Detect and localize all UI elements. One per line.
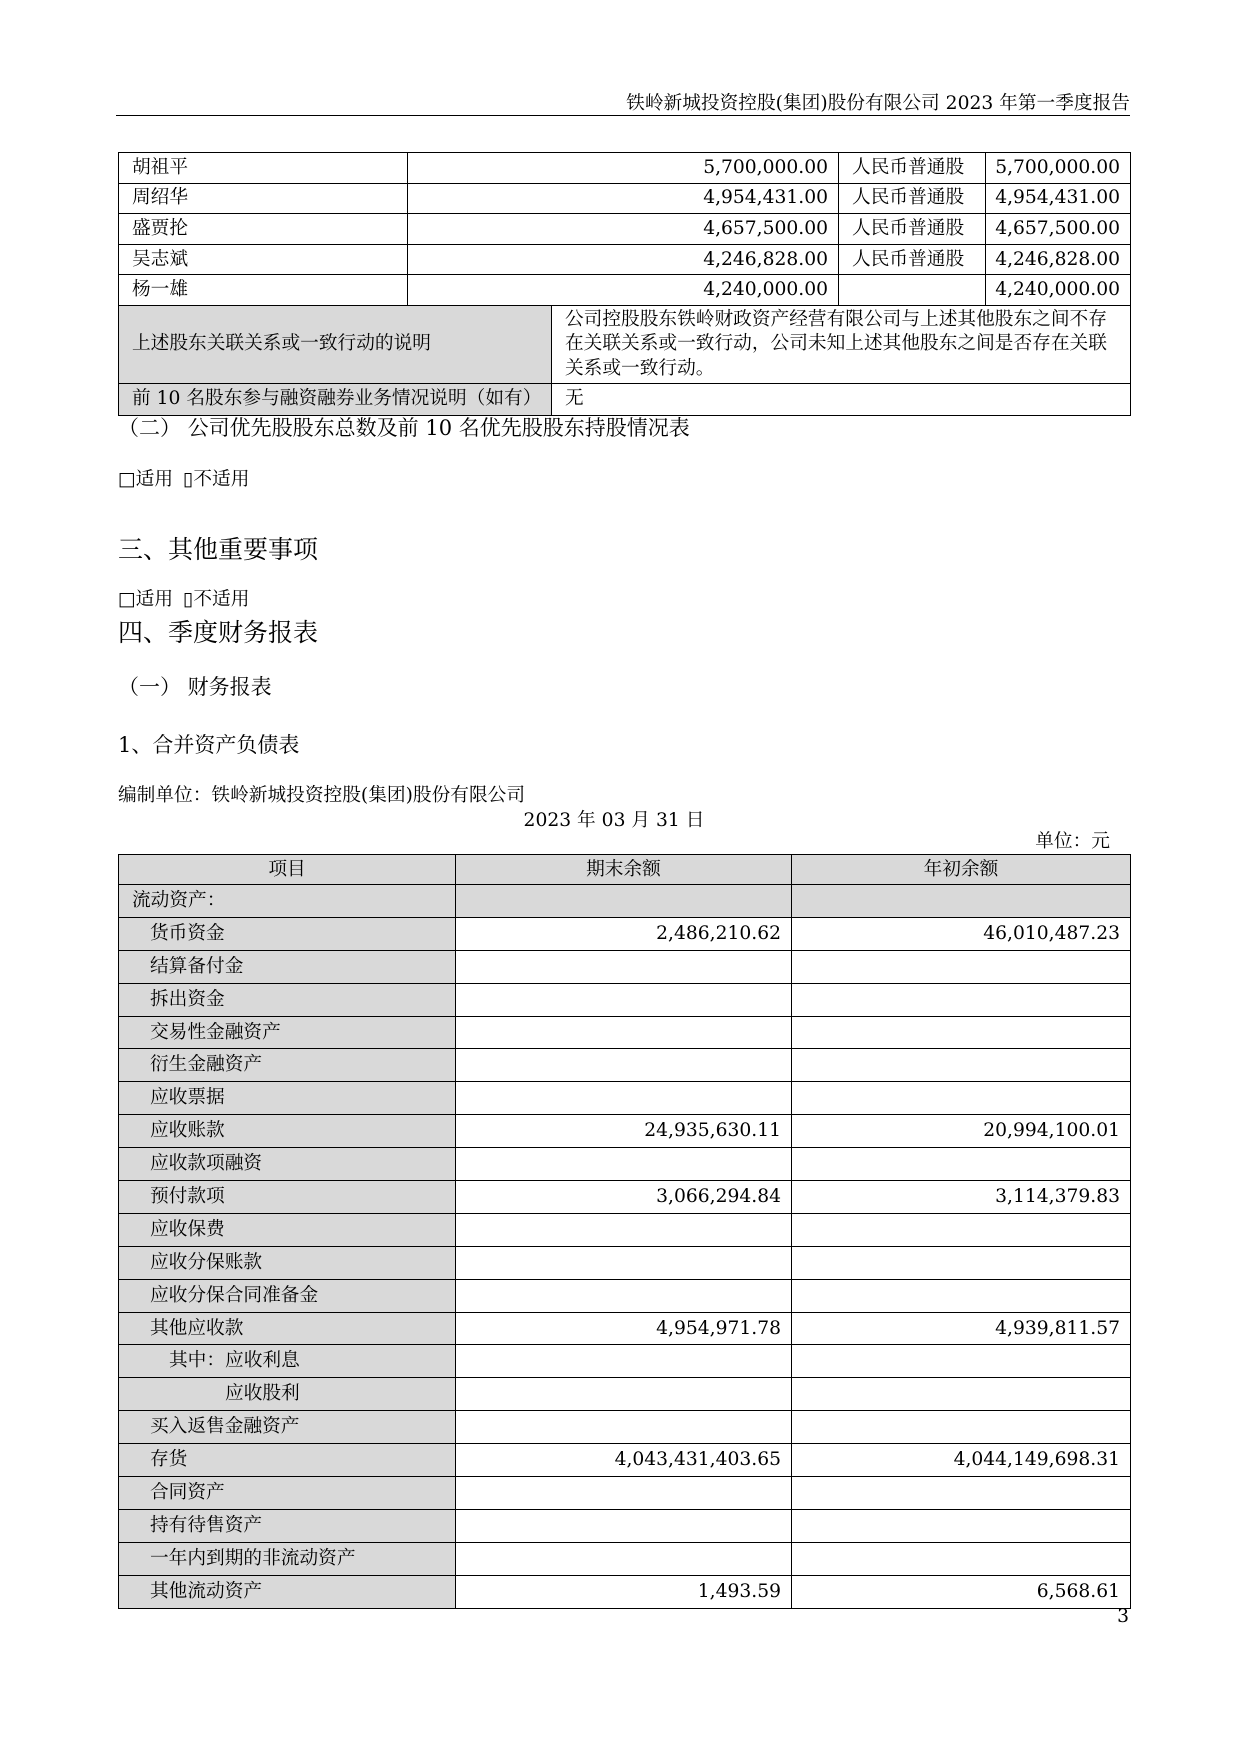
shareholders-table-body [119, 153, 1131, 416]
other-matters-applicability [118, 588, 249, 612]
share-type [839, 275, 986, 306]
shares-held: 4,657,500.00 [408, 214, 839, 245]
year-begin-value [792, 1049, 1131, 1082]
statement-date: 2023 年 03 月 31 日 [523, 810, 705, 831]
period-end-value [456, 1148, 792, 1181]
shareholder-row [119, 214, 1131, 245]
year-begin-value [792, 885, 1131, 918]
line-item-label: 应收股利 [119, 1378, 456, 1411]
shareholder-name: 盛贾抡 [119, 214, 408, 245]
shares-held: 5,700,000.00 [408, 153, 839, 184]
shareholders-table [118, 152, 1131, 416]
balance-sheet-row [119, 1509, 1131, 1542]
balance-sheet-row [119, 1444, 1131, 1477]
line-item-label: 交易性金融资产 [119, 1016, 456, 1049]
balance-sheet-row [119, 1279, 1131, 1312]
balance-sheet-row [119, 1246, 1131, 1279]
share-count: 4,657,500.00 [986, 214, 1131, 245]
balance-sheet-header [119, 855, 1131, 885]
year-begin-value [792, 1509, 1131, 1542]
balance-sheet-row [119, 1542, 1131, 1575]
period-end-value: 1,493.59 [456, 1575, 792, 1608]
shareholder-name: 杨一雄 [119, 275, 408, 306]
balance-sheet-row [119, 917, 1131, 950]
balance-sheet-row [119, 1115, 1131, 1148]
currency-unit: 单位：元 [1035, 831, 1110, 852]
not-applicable-label: 不适用 [193, 589, 250, 610]
balance-sheet-group-row [119, 885, 1131, 918]
line-item-label: 结算备付金 [119, 950, 456, 983]
year-begin-value [792, 1082, 1131, 1115]
line-item-label: 拆出资金 [119, 983, 456, 1016]
period-end-value [456, 950, 792, 983]
shareholder-name: 周绍华 [119, 183, 408, 214]
period-end-value [456, 1411, 792, 1444]
shareholder-row [119, 244, 1131, 275]
line-item-label: 买入返售金融资产 [119, 1411, 456, 1444]
line-item-label: 持有待售资产 [119, 1509, 456, 1542]
balance-sheet-row [119, 1477, 1131, 1510]
header-row [119, 855, 1131, 885]
not-applicable-label: 不适用 [193, 469, 250, 490]
share-count: 4,240,000.00 [986, 275, 1131, 306]
line-item-label: 合同资产 [119, 1477, 456, 1510]
balance-sheet-row [119, 1378, 1131, 1411]
financial-statements-heading: 四、季度财务报表 [118, 618, 319, 647]
period-end-value [456, 1477, 792, 1510]
shareholder-row [119, 153, 1131, 184]
report-header-title: 铁岭新城投资控股(集团)股份有限公司 2023 年第一季度报告 [626, 93, 1130, 114]
applicable-label: 适用 [135, 469, 174, 490]
shares-held: 4,954,431.00 [408, 183, 839, 214]
period-end-value [456, 1049, 792, 1082]
balance-sheet-row [119, 1213, 1131, 1246]
page-number: 3 [1117, 1606, 1129, 1627]
other-matters-heading: 三、其他重要事项 [118, 535, 319, 564]
line-item-label: 应收款项融资 [119, 1148, 456, 1181]
period-end-value [456, 1213, 792, 1246]
share-type: 人民币普通股 [839, 214, 986, 245]
marked-box-icon: ▯ [183, 469, 194, 490]
line-item-label: 存货 [119, 1444, 456, 1477]
share-count: 5,700,000.00 [986, 153, 1131, 184]
period-end-value: 2,486,210.62 [456, 917, 792, 950]
line-item-label: 应收分保合同准备金 [119, 1279, 456, 1312]
year-begin-value [792, 983, 1131, 1016]
statement-title: 1、合并资产负债表 [118, 733, 300, 757]
line-item-label: 货币资金 [119, 917, 456, 950]
share-count: 4,246,828.00 [986, 244, 1131, 275]
share-count: 4,954,431.00 [986, 183, 1131, 214]
balance-sheet-row [119, 1148, 1131, 1181]
balance-sheet-row [119, 1016, 1131, 1049]
balance-sheet-row [119, 1411, 1131, 1444]
shareholder-row [119, 275, 1131, 306]
line-item-label: 应收票据 [119, 1082, 456, 1115]
shares-held: 4,240,000.00 [408, 275, 839, 306]
margin-trading-text: 无 [552, 383, 1131, 415]
period-end-value [456, 983, 792, 1016]
year-begin-value: 4,044,149,698.31 [792, 1444, 1131, 1477]
balance-sheet-body [119, 885, 1131, 1609]
balance-sheet-row [119, 1312, 1131, 1345]
year-begin-value [792, 1411, 1131, 1444]
year-begin-value: 20,994,100.01 [792, 1115, 1131, 1148]
period-end-value [456, 1279, 792, 1312]
balance-sheet-row [119, 983, 1131, 1016]
period-end-value [456, 1016, 792, 1049]
period-end-value: 24,935,630.11 [456, 1115, 792, 1148]
balance-sheet-row [119, 1345, 1131, 1378]
margin-trading-label: 前 10 名股东参与融资融券业务情况说明（如有） [119, 383, 552, 415]
preparer-line: 编制单位：铁岭新城投资控股(集团)股份有限公司 [118, 785, 526, 806]
year-begin-value [792, 950, 1131, 983]
shareholder-name: 吴志斌 [119, 244, 408, 275]
line-item-label: 其中：应收利息 [119, 1345, 456, 1378]
applicable-label: 适用 [135, 589, 174, 610]
period-end-value: 4,043,431,403.65 [456, 1444, 792, 1477]
line-item-label: 预付款项 [119, 1181, 456, 1214]
shareholder-row [119, 183, 1131, 214]
line-item-label: 应收保费 [119, 1213, 456, 1246]
balance-sheet-row [119, 1181, 1131, 1214]
line-item-label: 流动资产： [119, 885, 456, 918]
financial-statements-subheading: （一） 财务报表 [118, 675, 272, 699]
period-end-value [456, 1345, 792, 1378]
balance-sheet-row [119, 1575, 1131, 1608]
preferred-shares-applicability [118, 468, 249, 492]
line-item-label: 其他流动资产 [119, 1575, 456, 1608]
shareholder-name: 胡祖平 [119, 153, 408, 184]
balance-sheet-row [119, 1082, 1131, 1115]
column-header-period-end: 期末余额 [456, 855, 792, 885]
preferred-shares-heading: （二） 公司优先股股东总数及前 10 名优先股股东持股情况表 [118, 416, 690, 440]
margin-trading-row [119, 383, 1131, 415]
line-item-label: 应收账款 [119, 1115, 456, 1148]
year-begin-value [792, 1213, 1131, 1246]
year-begin-value [792, 1279, 1131, 1312]
balance-sheet-row [119, 950, 1131, 983]
period-end-value [456, 1246, 792, 1279]
relation-label: 上述股东关联关系或一致行动的说明 [119, 305, 552, 383]
period-end-value [456, 1378, 792, 1411]
period-end-value [456, 885, 792, 918]
relation-row [119, 305, 1131, 383]
column-header-item: 项目 [119, 855, 456, 885]
year-begin-value [792, 1016, 1131, 1049]
year-begin-value [792, 1148, 1131, 1181]
marked-box-icon: ▯ [183, 589, 194, 610]
balance-sheet-table [118, 854, 1131, 1609]
relation-text: 公司控股股东铁岭财政资产经营有限公司与上述其他股东之间不存在关联关系或一致行动，公司未知上述其他股东之间是否存在关联关系或一致行动。 [552, 305, 1131, 383]
line-item-label: 一年内到期的非流动资产 [119, 1542, 456, 1575]
line-item-label: 应收分保账款 [119, 1246, 456, 1279]
header-rule [116, 115, 1130, 116]
period-end-value [456, 1082, 792, 1115]
period-end-value: 4,954,971.78 [456, 1312, 792, 1345]
year-begin-value [792, 1345, 1131, 1378]
share-type: 人民币普通股 [839, 153, 986, 184]
unchecked-box-icon: □ [118, 589, 136, 610]
period-end-value [456, 1509, 792, 1542]
year-begin-value: 6,568.61 [792, 1575, 1131, 1608]
year-begin-value [792, 1542, 1131, 1575]
share-type: 人民币普通股 [839, 244, 986, 275]
year-begin-value [792, 1378, 1131, 1411]
year-begin-value: 3,114,379.83 [792, 1181, 1131, 1214]
period-end-value: 3,066,294.84 [456, 1181, 792, 1214]
period-end-value [456, 1542, 792, 1575]
year-begin-value [792, 1246, 1131, 1279]
balance-sheet-row [119, 1049, 1131, 1082]
year-begin-value [792, 1477, 1131, 1510]
unchecked-box-icon: □ [118, 469, 136, 490]
year-begin-value: 4,939,811.57 [792, 1312, 1131, 1345]
share-type: 人民币普通股 [839, 183, 986, 214]
column-header-year-begin: 年初余额 [792, 855, 1131, 885]
shares-held: 4,246,828.00 [408, 244, 839, 275]
line-item-label: 衍生金融资产 [119, 1049, 456, 1082]
line-item-label: 其他应收款 [119, 1312, 456, 1345]
year-begin-value: 46,010,487.23 [792, 917, 1131, 950]
